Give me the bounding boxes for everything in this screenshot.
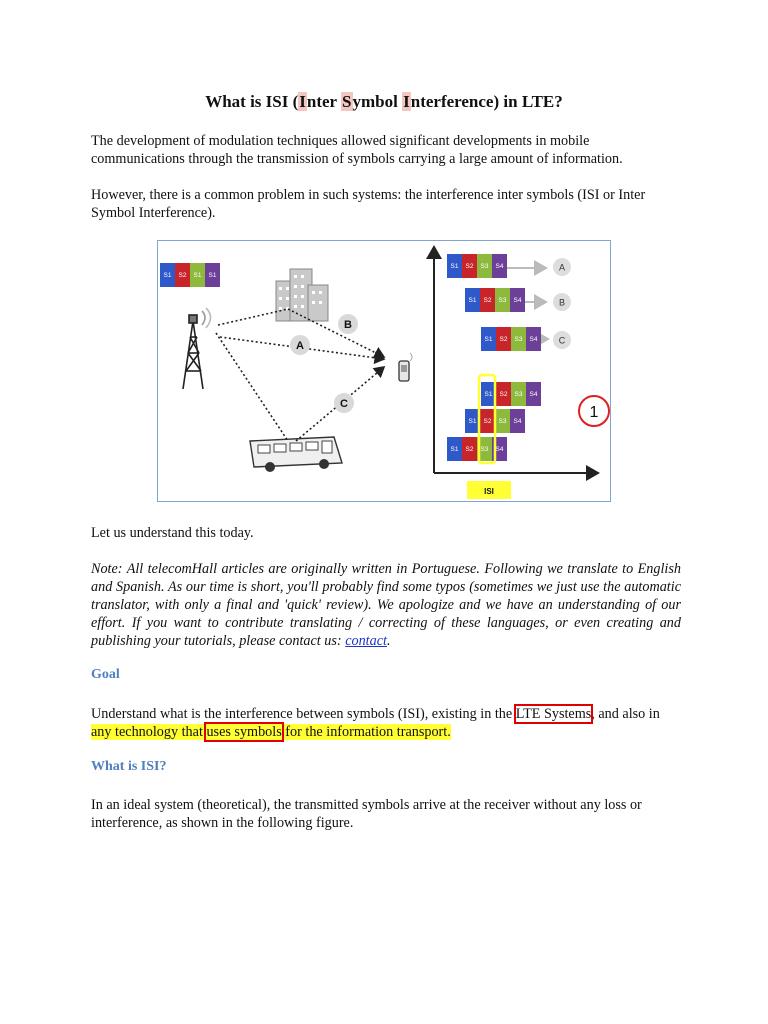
contact-link[interactable]: contact <box>345 633 387 649</box>
marker-one <box>579 396 609 426</box>
path-label-c-text: C <box>340 398 348 410</box>
tx-symbol-label-2: S2 <box>178 272 187 279</box>
rx-c-s4-label: S4 <box>529 336 538 343</box>
title-ymbol: ymbol <box>352 92 403 111</box>
rx-b-tag: B <box>558 297 566 308</box>
note-text: Note: All telecomHall articles are originally written in Portuguese. Following we translate to English and Spanish. As our time is short, you'll probably find some typos (sometimes we just use the automatic translator, with only a final and 'quick' review). We apologize and we have an understanding of our effort. If you want to contribute translating / correcting of these languages, or even creating and publishing your tutorials, please contact us: <box>91 561 681 649</box>
isi-figure <box>157 240 611 502</box>
rx-a-tag: A <box>558 262 566 273</box>
rx-b-s2-label: S2 <box>483 297 492 304</box>
rx-c-s1-label: S1 <box>484 336 493 343</box>
marker-one-text: 1 <box>589 404 599 421</box>
title-nter: nter <box>306 92 342 111</box>
stack-a-s3-label: S3 <box>480 446 489 453</box>
title-highlight-i1: I <box>299 92 306 111</box>
understand-paragraph: Let us understand this today. <box>91 525 254 541</box>
tx-symbol-block <box>160 263 220 287</box>
buildings-icon <box>276 269 328 321</box>
rx-stack-a <box>447 437 507 461</box>
rx-row-c <box>481 327 571 351</box>
stack-a-s4-label: S4 <box>495 446 504 453</box>
goal-paragraph <box>91 705 681 741</box>
path-label-a-text: A <box>296 340 304 352</box>
rx-a-s1-label: S1 <box>450 263 459 270</box>
path-label-b <box>338 314 358 334</box>
intro-paragraph: The development of modulation techniques allowed significant developments in mobile communications through the transmission of symbols carrying a large amount of information. <box>91 133 623 167</box>
title-prefix: What is ISI ( <box>205 92 299 111</box>
tx-symbol-label-1: S1 <box>163 272 172 279</box>
stack-a-s2-label: S2 <box>465 446 474 453</box>
tx-symbol-label-3: S1 <box>193 272 202 279</box>
stack-c-s2-label: S2 <box>499 391 508 398</box>
stack-b-s1-label: S1 <box>468 418 477 425</box>
stack-b-s4-label: S4 <box>513 418 522 425</box>
path-label-a <box>290 335 310 355</box>
goal-yellow-highlight-2: for the information transport. <box>281 724 451 740</box>
note-end: . <box>386 633 391 649</box>
rx-b-s1-label: S1 <box>468 297 477 304</box>
stack-b-s2-label: S2 <box>483 418 492 425</box>
what-is-isi-heading: What is ISI? <box>91 759 167 774</box>
antenna-tower-icon <box>183 308 211 389</box>
title-highlight-s: S <box>342 92 352 111</box>
rx-c-s3-label: S3 <box>514 336 523 343</box>
ideal-paragraph: In an ideal system (theoretical), the transmitted symbols arrive at the receiver without any loss or interference, as shown in the following figure. <box>91 797 642 831</box>
stack-c-s3-label: S3 <box>514 391 523 398</box>
rx-a-s3-label: S3 <box>480 263 489 270</box>
rx-stack-c <box>481 382 541 406</box>
uses-symbols-highlight: uses symbols <box>206 724 282 740</box>
rx-c-s2-label: S2 <box>499 336 508 343</box>
isi-label-text: ISI <box>484 487 494 496</box>
rx-c-tag: C <box>558 335 566 346</box>
rx-b-s4-label: S4 <box>513 297 522 304</box>
stack-c-s1-label: S1 <box>484 391 493 398</box>
tx-symbol-label-4: S1 <box>208 272 217 279</box>
problem-paragraph: However, there is a common problem in such systems: the interference inter symbols (ISI or Inter Symbol Interference). <box>91 187 646 221</box>
rx-b-s3-label: S3 <box>498 297 507 304</box>
goal-text-part1: Understand what is the interference between symbols (ISI), existing in the <box>91 706 516 722</box>
rx-row-a <box>447 254 571 278</box>
title-suffix: nterference) in LTE? <box>410 92 563 111</box>
stack-a-s1-label: S1 <box>450 446 459 453</box>
isi-diagram <box>158 241 610 501</box>
goal-text-part2: , and also in <box>591 706 660 722</box>
goal-heading: Goal <box>91 667 120 682</box>
mobile-phone-icon <box>399 353 412 381</box>
signal-paths <box>216 309 384 441</box>
stack-c-s4-label: S4 <box>529 391 538 398</box>
stack-b-s3-label: S3 <box>498 418 507 425</box>
goal-yellow-highlight-1: any technology that <box>91 724 207 740</box>
title-highlight-i2: I <box>403 92 410 111</box>
page-title <box>0 92 768 112</box>
path-label-b-text: B <box>344 319 352 331</box>
path-label-c <box>334 393 354 413</box>
lte-systems-highlight: LTE Systems <box>515 706 592 722</box>
isi-label-box <box>467 481 511 499</box>
rx-a-s4-label: S4 <box>495 263 504 270</box>
bus-icon <box>250 437 342 472</box>
note-paragraph <box>91 560 681 650</box>
rx-row-b <box>465 288 571 312</box>
rx-a-s2-label: S2 <box>465 263 474 270</box>
